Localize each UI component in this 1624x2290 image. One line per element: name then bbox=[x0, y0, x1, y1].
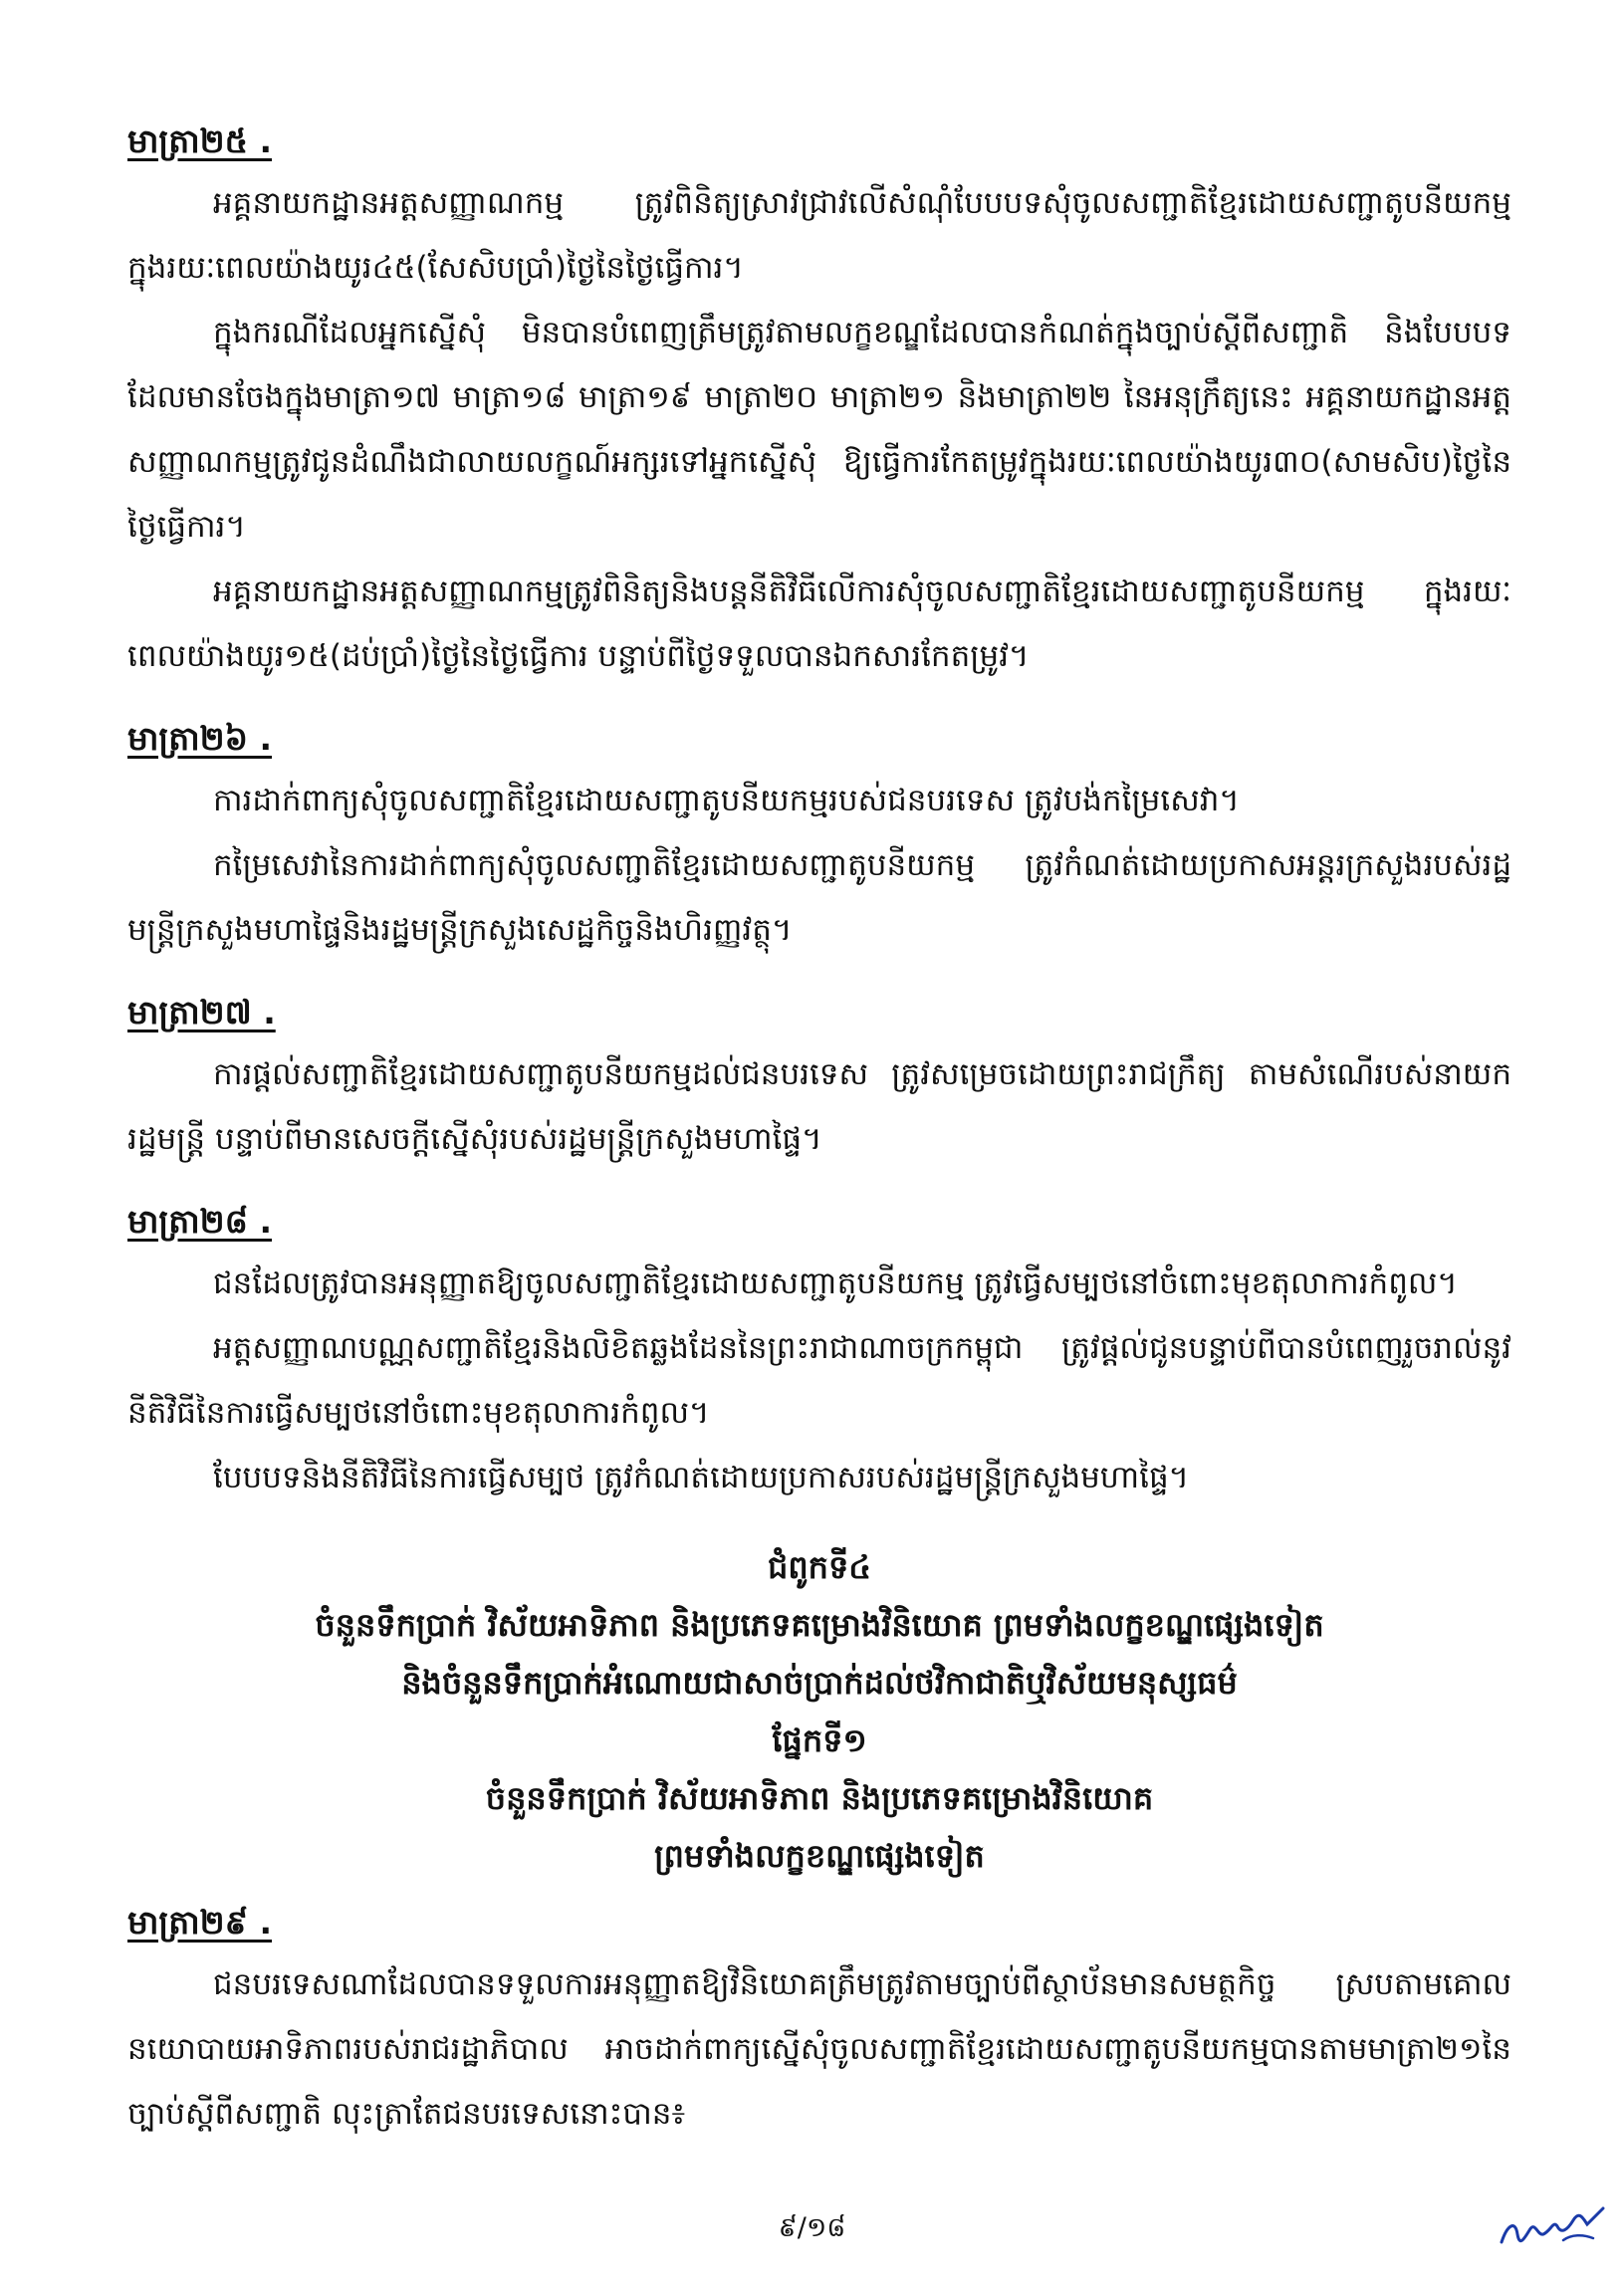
signature-mark bbox=[1494, 2190, 1611, 2262]
paragraph: អត្តសញ្ញាណបណ្ណសញ្ជាតិខ្មែរនិងលិខិតឆ្លងដែននៃព្រះរាជាណាចក្រកម្ពុជា ត្រូវផ្ដល់ជូនបន្ទាប់ពីបានបំពេញរួចរាល់នូវនីតិវិធីនៃការធ្វើសម្បថនៅចំពោះមុខតុលាការកំពូល។ bbox=[127, 1330, 1511, 1431]
section-title-line: ព្រមទាំងលក្ខខណ្ឌផ្សេងទៀត bbox=[654, 1837, 985, 1875]
paragraph: ការផ្ដល់សញ្ជាតិខ្មែរដោយសញ្ជាតូបនីយកម្មដល់ជនបរទេស ត្រូវសម្រេចដោយព្រះរាជក្រឹត្យ តាមសំណើរបស់នាយករដ្ឋមន្ត្រី បន្ទាប់ពីមានសេចក្ដីស្នើសុំរបស់រដ្ឋមន្ត្រីក្រសួងមហាផ្ទៃ។ bbox=[127, 1056, 1511, 1157]
paragraph: បែបបទនិងនីតិវិធីនៃការធ្វើសម្បថ ត្រូវកំណត់ដោយប្រកាសរបស់រដ្ឋមន្ត្រីក្រសួងមហាផ្ទៃ។ bbox=[213, 1460, 1190, 1495]
article-heading: មាត្រា២៥ . bbox=[127, 121, 273, 160]
article-heading: មាត្រា២៧ . bbox=[127, 993, 276, 1031]
article-heading: មាត្រា២៩ . bbox=[127, 1903, 273, 1942]
article-26 bbox=[127, 717, 1511, 963]
article-heading: មាត្រា២៨ . bbox=[127, 1202, 273, 1241]
paragraph: ការដាក់ពាក្យសុំចូលសញ្ជាតិខ្មែរដោយសញ្ជាតូបនីយកម្មរបស់ជនបរទេស ត្រូវបង់កម្រៃសេវា។ bbox=[213, 783, 1240, 818]
chapter-title-line: និងចំនួនទឹកប្រាក់អំណោយជាសាច់ប្រាក់ដល់ថវិកាជាតិឬវិស័យមនុស្សធម៌ bbox=[401, 1664, 1238, 1702]
paragraph: អគ្គនាយកដ្ឋានអត្តសញ្ញាណកម្មត្រូវពិនិត្យនិងបន្តនីតិវិធីលើការសុំចូលសញ្ជាតិខ្មែរដោយសញ្ជាតូបនីយកម្ម ក្នុងរយៈពេលយ៉ាងយូរ១៥(ដប់ប្រាំ)ថ្ងៃនៃថ្ងៃធ្វើការ បន្ទាប់ពីថ្ងៃទទួលបានឯកសារកែតម្រូវ។ bbox=[127, 573, 1511, 674]
chapter-label: ជំពូកទី៤ bbox=[768, 1548, 871, 1586]
page-number: ៩/១៨ bbox=[778, 2212, 846, 2243]
article-28 bbox=[127, 1200, 1511, 1510]
article-29 bbox=[127, 1901, 1511, 2147]
article-25 bbox=[127, 119, 1511, 689]
article-heading: មាត្រា២៦ . bbox=[127, 719, 273, 758]
paragraph: អគ្គនាយកដ្ឋានអត្តសញ្ញាណកម្ម ត្រូវពិនិត្យស្រាវជ្រាវលើសំណុំបែបបទសុំចូលសញ្ជាតិខ្មែរដោយសញ្ជាតូបនីយកម្ម ក្នុងរយៈពេលយ៉ាងយូរ៤៥(សែសិបប្រាំ)ថ្ងៃនៃថ្ងៃធ្វើការ។ bbox=[127, 185, 1511, 286]
section-label: ផ្នែកទី១ bbox=[772, 1721, 867, 1759]
chapter-title-line: ចំនួនទឹកប្រាក់ វិស័យអាទិភាព និងប្រភេទគម្រោងវិនិយោគ ព្រមទាំងលក្ខខណ្ឌផ្សេងទៀត bbox=[315, 1606, 1324, 1644]
article-27 bbox=[127, 991, 1511, 1172]
section-title-line: ចំនួនទឹកប្រាក់ វិស័យអាទិភាព និងប្រភេទគម្រោងវិនិយោគ bbox=[485, 1779, 1154, 1817]
paragraph: ជនបរទេសណាដែលបានទទួលការអនុញ្ញាតឱ្យវិនិយោគត្រឹមត្រូវតាមច្បាប់ពីស្ថាប័នមានសមត្ថកិច្ច ស្របតាមគោលនយោបាយអាទិភាពរបស់រាជរដ្ឋាភិបាល អាចដាក់ពាក្យស្នើសុំចូលសញ្ជាតិខ្មែរដោយសញ្ជាតូបនីយកម្មបានតាមមាត្រា២១នៃច្បាប់ស្ដីពីសញ្ជាតិ លុះត្រាតែជនបរទេសនោះបាន៖ bbox=[127, 1966, 1511, 2132]
document-body bbox=[127, 119, 1511, 2175]
chapter-heading bbox=[127, 1538, 1511, 1885]
paragraph: កម្រៃសេវានៃការដាក់ពាក្យសុំចូលសញ្ជាតិខ្មែរដោយសញ្ជាតូបនីយកម្ម ត្រូវកំណត់ដោយប្រកាសអន្តរក្រសួងរបស់រដ្ឋមន្ត្រីក្រសួងមហាផ្ទៃនិងរដ្ឋមន្ត្រីក្រសួងសេដ្ឋកិច្ចនិងហិរញ្ញវត្ថុ។ bbox=[127, 847, 1511, 948]
paragraph: ក្នុងករណីដែលអ្នកស្នើសុំ មិនបានបំពេញត្រឹមត្រូវតាមលក្ខខណ្ឌដែលបានកំណត់ក្នុងច្បាប់ស្ដីពីសញ្ជាតិ និងបែបបទដែលមានចែងក្នុងមាត្រា១៧ មាត្រា១៨ មាត្រា១៩ មាត្រា២០ មាត្រា២១ និងមាត្រា២២ នៃអនុក្រឹត្យនេះ អគ្គនាយកដ្ឋានអត្តសញ្ញាណកម្មត្រូវជូនដំណឹងជាលាយលក្ខណ៍អក្សរទៅអ្នកស្នើសុំ ឱ្យធ្វើការកែតម្រូវក្នុងរយៈពេលយ៉ាងយូរ៣០(សាមសិប)ថ្ងៃនៃថ្ងៃធ្វើការ។ bbox=[127, 315, 1511, 545]
paragraph: ជនដែលត្រូវបានអនុញ្ញាតឱ្យចូលសញ្ជាតិខ្មែរដោយសញ្ជាតូបនីយកម្ម ត្រូវធ្វើសម្បថនៅចំពោះមុខតុលាការកំពូល។ bbox=[213, 1265, 1458, 1301]
